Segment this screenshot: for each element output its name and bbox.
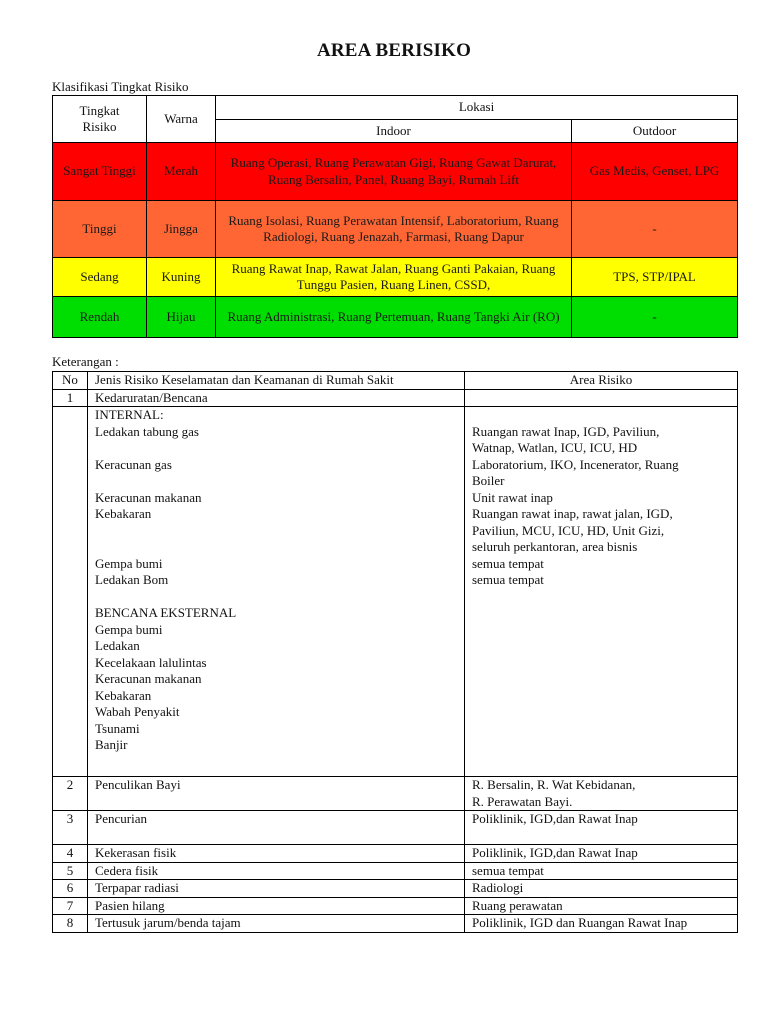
external-item: Keracunan makanan	[95, 671, 202, 686]
header-indoor: Indoor	[216, 120, 572, 143]
row-number: 1	[53, 389, 88, 407]
risk-type: Pencurian	[88, 811, 465, 845]
risk-item: Keracunan makanan	[95, 489, 202, 505]
area-risk: Poliklinik, IGD dan Ruangan Rawat Inap	[465, 915, 738, 933]
header-lokasi: Lokasi	[216, 96, 738, 120]
area-risk: Ruang perawatan	[465, 897, 738, 915]
area-line: Paviliun, MCU, ICU, HD, Unit Gizi,	[472, 522, 665, 538]
area-line: R. Bersalin, R. Wat Kebidanan,	[472, 777, 636, 792]
risk-area-table	[52, 371, 738, 933]
header-tingkat-risiko: Tingkat Risiko	[53, 96, 147, 143]
risk-item: Ledakan Bom	[95, 572, 169, 587]
risk-level: Sangat Tinggi	[53, 143, 147, 201]
risk-type: Kekerasan fisik	[88, 845, 465, 863]
risk-level: Tinggi	[53, 201, 147, 258]
empty-cell	[53, 407, 88, 777]
header-outdoor: Outdoor	[572, 120, 738, 143]
area-list	[465, 407, 738, 777]
area-risk: Poliklinik, IGD,dan Rawat Inap	[465, 811, 738, 845]
risk-level: Rendah	[53, 297, 147, 338]
risk-classification-table	[52, 95, 738, 338]
header-no: No	[53, 372, 88, 390]
area-cell	[465, 389, 738, 407]
external-label: BENCANA EKSTERNAL	[95, 605, 237, 620]
row-number: 4	[53, 845, 88, 863]
risk-color: Merah	[147, 143, 216, 201]
risk-type: Tertusuk jarum/benda tajam	[88, 915, 465, 933]
area-risk: Radiologi	[465, 880, 738, 898]
area-line: R. Perawatan Bayi.	[472, 793, 573, 809]
area-line: Laboratorium, IKO, Incenerator, Ruang	[472, 456, 679, 472]
table-row	[53, 777, 738, 811]
risk-type: Terpapar radiasi	[88, 880, 465, 898]
risk-level: Sedang	[53, 258, 147, 297]
external-item: Wabah Penyakit	[95, 704, 180, 719]
area-line: Boiler	[472, 473, 505, 488]
risk-color: Jingga	[147, 201, 216, 258]
table-row	[53, 389, 738, 407]
outdoor-locations: TPS, STP/IPAL	[572, 258, 738, 297]
external-item: Gempa bumi	[95, 621, 163, 637]
table-row	[53, 258, 738, 297]
row-number: 5	[53, 862, 88, 880]
risk-type: Kedaruratan/Bencana	[88, 389, 465, 407]
section-label-notes: Keterangan :	[52, 354, 119, 369]
outdoor-locations: Gas Medis, Genset, LPG	[572, 143, 738, 201]
risk-item: Keracunan gas	[95, 456, 172, 472]
indoor-locations: Ruang Isolasi, Ruang Perawatan Intensif, Laboratorium, Ruang Radiologi, Ruang Jenazah, Farmasi, Ruang Dapur	[216, 201, 572, 258]
table-row	[53, 201, 738, 258]
table-row	[53, 897, 738, 915]
risk-item: Gempa bumi	[95, 555, 163, 571]
area-line: Ruangan rawat Inap, IGD, Paviliun,	[472, 423, 660, 439]
row-number: 7	[53, 897, 88, 915]
header-warna: Warna	[147, 96, 216, 143]
area-risk	[465, 777, 738, 811]
row-number: 8	[53, 915, 88, 933]
section-label-classification: Klasifikasi Tingkat Risiko	[52, 79, 189, 94]
table-row	[53, 915, 738, 933]
area-line: semua tempat	[472, 572, 544, 587]
table-row	[53, 297, 738, 338]
area-line: Unit rawat inap	[472, 489, 553, 505]
risk-type: Cedera fisik	[88, 862, 465, 880]
internal-label: INTERNAL:	[95, 407, 164, 422]
risk-type: Penculikan Bayi	[88, 777, 465, 811]
risk-item: Ledakan tabung gas	[95, 423, 199, 439]
table-row	[53, 811, 738, 845]
header-area-risiko: Area Risiko	[465, 372, 738, 390]
table-row-disaster-detail	[53, 407, 738, 777]
page-title: AREA BERISIKO	[316, 40, 472, 61]
external-item: Kebakaran	[95, 687, 152, 703]
row-number: 6	[53, 880, 88, 898]
area-line: semua tempat	[472, 555, 544, 571]
table-row	[53, 862, 738, 880]
risk-type: Pasien hilang	[88, 897, 465, 915]
disaster-list	[88, 407, 465, 777]
external-item: Banjir	[95, 737, 128, 752]
external-item: Kecelakaan lalulintas	[95, 654, 207, 670]
outdoor-locations: -	[572, 201, 738, 258]
area-line: seluruh perkantoran, area bisnis	[472, 539, 638, 554]
area-risk: Poliklinik, IGD,dan Rawat Inap	[465, 845, 738, 863]
risk-color: Hijau	[147, 297, 216, 338]
indoor-locations: Ruang Operasi, Ruang Perawatan Gigi, Ruang Gawat Darurat, Ruang Bersalin, Panel, Ruang Bayi, Rumah Lift	[216, 143, 572, 201]
area-line: Ruangan rawat inap, rawat jalan, IGD,	[472, 506, 673, 521]
row-number: 2	[53, 777, 88, 811]
table-header-row	[53, 96, 738, 120]
external-item: Tsunami	[95, 720, 140, 736]
table-row	[53, 880, 738, 898]
risk-item: Kebakaran	[95, 506, 152, 521]
indoor-locations: Ruang Rawat Inap, Rawat Jalan, Ruang Ganti Pakaian, Ruang Tunggu Pasien, Ruang Linen, CSSD,	[216, 258, 572, 297]
header-jenis-risiko: Jenis Risiko Keselamatan dan Keamanan di Rumah Sakit	[88, 372, 465, 390]
table-row	[53, 143, 738, 201]
table-row	[53, 845, 738, 863]
outdoor-locations: -	[572, 297, 738, 338]
area-line: Watnap, Watlan, ICU, ICU, HD	[472, 440, 638, 455]
area-risk: semua tempat	[465, 862, 738, 880]
external-item: Ledakan	[95, 638, 140, 653]
table-header-row	[53, 372, 738, 390]
risk-color: Kuning	[147, 258, 216, 297]
indoor-locations: Ruang Administrasi, Ruang Pertemuan, Ruang Tangki Air (RO)	[216, 297, 572, 338]
row-number: 3	[53, 811, 88, 845]
